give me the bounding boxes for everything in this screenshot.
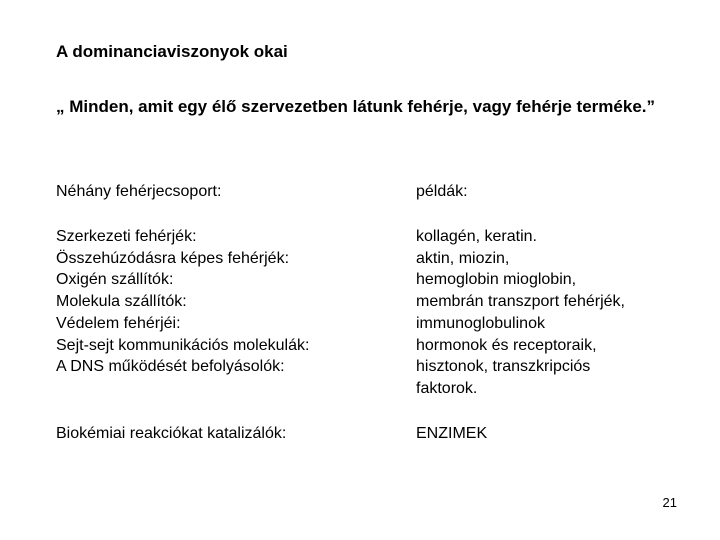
- example-line: kollagén, keratin.: [416, 228, 537, 245]
- example-line: hormonok és receptoraik,: [416, 336, 597, 354]
- example-line: membrán transzport fehérjék,: [416, 293, 625, 311]
- protein-group-item: Védelem fehérjéi:: [56, 314, 181, 332]
- example-line: faktorok.: [416, 379, 478, 397]
- protein-group-item: Molekula szállítók:: [56, 293, 187, 311]
- quote-text: „ Minden, amit egy élő szervezetben látunk fehérje, vagy fehérje terméke.”: [56, 97, 655, 116]
- example-line: hisztonok, transzkripciós: [416, 358, 591, 376]
- protein-groups-list: [56, 226, 309, 378]
- groups-header: Néhány fehérjecsoport:: [56, 183, 222, 200]
- examples-header: példák:: [416, 183, 468, 200]
- catalysts-label: Biokémiai reakciókat katalizálók:: [56, 425, 287, 442]
- example-line: aktin, miozin,: [416, 249, 510, 267]
- catalysts-value: ENZIMEK: [416, 425, 488, 442]
- example-line: hemoglobin mioglobin,: [416, 271, 577, 289]
- example-line: immunoglobulinok: [416, 314, 545, 332]
- protein-group-item: Összehúzódásra képes fehérjék:: [56, 249, 290, 267]
- slide-title: A dominanciaviszonyok okai: [56, 42, 288, 61]
- protein-group-item: Oxigén szállítók:: [56, 271, 174, 289]
- protein-group-item: A DNS működését befolyásolók:: [56, 358, 285, 376]
- examples-list: [416, 226, 625, 400]
- protein-group-item: Szerkezeti fehérjék:: [56, 228, 197, 245]
- protein-group-item: Sejt-sejt kommunikációs molekulák:: [56, 336, 310, 354]
- page-number: 21: [662, 495, 677, 510]
